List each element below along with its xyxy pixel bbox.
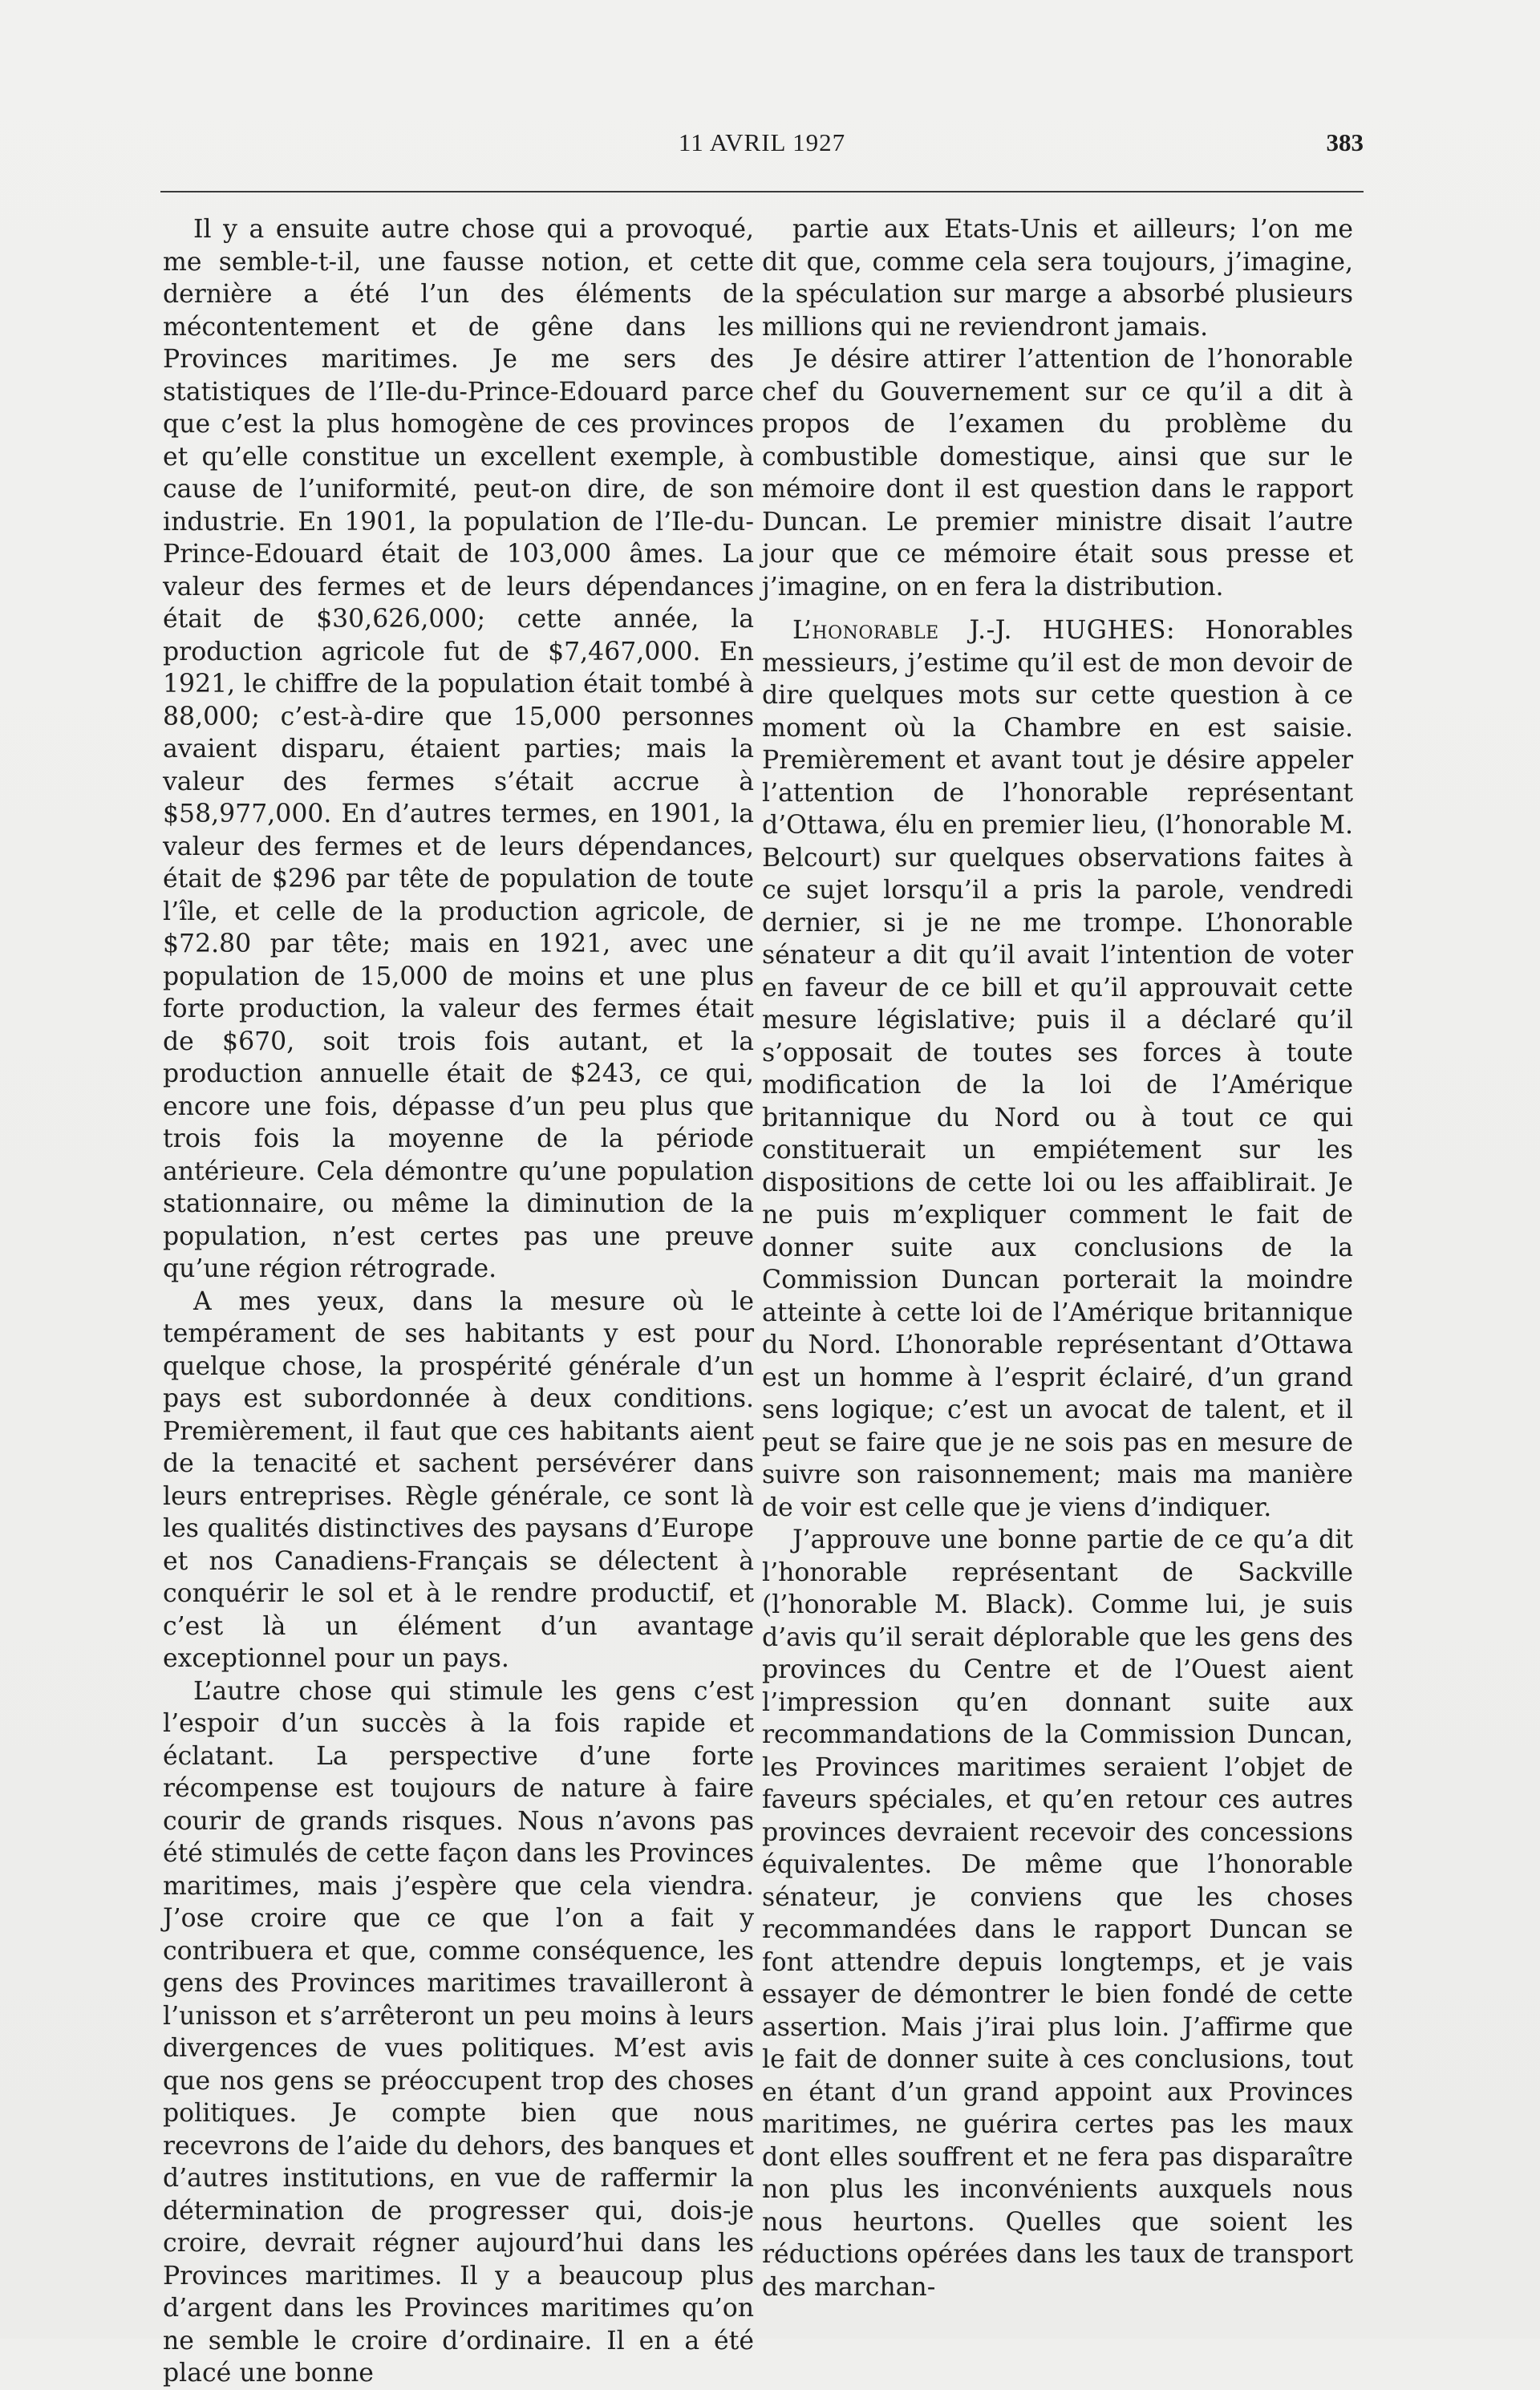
paragraph: A mes yeux, dans la mesure où le tempérament de ses habitants y est pour quelque chose, la prospérité générale d’un pays est subordonnée à deux conditions. Premièrement, il faut que ces habitants aient de la tenacité et sachent persévérer dans leurs entreprises. Règle générale, ce sont là les qualités distinctives des paysans d’Europe et nos Canadiens-Français se délectent à conquérir le sol et à le rendre productif, et c’est là un élément d’un avantage exceptionnel pour un pays. [163, 1286, 754, 1673]
left-column [163, 213, 754, 2390]
paragraph: partie aux Etats-Unis et ailleurs; l’on me dit que, comme cela sera toujours, j’imagine, la spéculation sur marge a absorbé plusieurs millions qui ne reviendront jamais. [762, 215, 1353, 342]
paragraph: Il y a ensuite autre chose qui a provoqué, me semble-t-il, une fausse notion, et cette dernière a été l’un des éléments de mécontentement et de gêne dans les Provinces maritimes. Je me sers des statistiques de l’Ile-du-Prince-Edouard parce que c’est la plus homogène de ces provinces et qu’elle constitue un excellent exemple, à cause de l’uniformité, peut-on dire, de son industrie. En 1901, la population de l’Ile-du-Prince-Edouard était de 103,000 âmes. La valeur des fermes et de leurs dépendances était de $30,626,000; cette année, la production agricole fut de $7,467,000. En 1921, le chiffre de la population était tombé à 88,000; c’est-à-dire que 15,000 personnes avaient disparu, étaient parties; mais la valeur des fermes s’était accrue à $58,977,000. En d’autres termes, en 1901, la valeur des fermes et de leurs dépendances, était de $296 par tête de population de toute l’île, et celle de la production agricole, de $72.80 par tête; mais en 1921, avec une population de 15,000 de moins et une plus forte production, la valeur des fermes était de $670, soit trois fois autant, et la production annuelle était de $243, ce qui, encore une fois, dépasse d’un peu plus que trois fois la moyenne de la période antérieure. Cela démontre qu’une population stationnaire, ou même la diminution de la population, n’est certes pas une preuve qu’une région rétrograde. [163, 215, 754, 1283]
running-header [160, 128, 1364, 176]
right-column [762, 213, 1353, 2303]
speech-text: Honorables messieurs, j’estime qu’il est de mon devoir de dire quelques mots sur cette question à ce moment où la Chambre en est saisie. Premièrement et avant tout je désire appeler l’attention de l’honorable représentant d’Ottawa, élu en premier lieu, (l’honorable M. Belcourt) sur quelques observations faites à ce sujet lorsqu’il a pris la parole, vendredi dernier, si je ne me trompe. L’honorable sénateur a dit qu’il avait l’intention de voter en faveur de ce bill et qu’il approuvait cette mesure législative; puis il a déclaré qu’il s’opposait de toutes ses forces à toute modification de la loi de l’Amérique britannique du Nord ou à tout ce qui constituerait un empiétement sur les dispositions de cette loi ou les affaiblirait. Je ne puis m’expliquer comment le fait de donner suite aux conclusions de la Commission Duncan porterait la moindre atteinte à cette loi de l’Amérique britannique du Nord. L’honorable représentant d’Ottawa est un homme à l’esprit éclairé, d’un grand sens logique; c’est un avocat de talent, et il peut se faire que je ne sois pas en mesure de suivre son raisonnement; mais ma manière de voir est celle que je viens d’indiquer. [762, 616, 1353, 1522]
paragraph: L’autre chose qui stimule les gens c’est l’espoir d’un succès à la fois rapide et éclatant. La perspective d’une forte récompense est toujours de nature à faire courir de grands risques. Nous n’avons pas été stimulés de cette façon dans les Provinces maritimes, mais j’espère que cela viendra. J’ose croire que ce que l’on a fait y contribuera et que, comme conséquence, les gens des Provinces maritimes travailleront à l’unisson et s’arrêteront un peu moins à leurs divergences de vues politiques. M’est avis que nos gens se préoccupent trop des choses politiques. Je compte bien que nous recevrons de l’aide du dehors, des banques et d’autres institutions, en vue de raffermir la détermination de progresser qui, dois-je croire, devrait régner aujourd’hui dans les Provinces maritimes. Il y a beaucoup plus d’argent dans les Provinces maritimes qu’on ne semble le croire d’ordinaire. Il en a été placé une bonne [163, 1676, 754, 2388]
speech-paragraph [762, 614, 1353, 1524]
paragraph: J’approuve une bonne partie de ce qu’a dit l’honorable représentant de Sackville (l’honorable M. Black). Comme lui, je suis d’avis qu’il serait déplorable que les gens des provinces du Centre et de l’Ouest aient l’impression qu’en donnant suite aux recommandations de la Commission Duncan, les Provinces maritimes seraient l’objet de faveurs spéciales, et qu’en retour ces autres provinces devraient recevoir des concessions équivalentes. De même que l’honorable sénateur, je conviens que les choses recommandées dans le rapport Duncan se font attendre depuis longtemps, et je vais essayer de démontrer le bien fondé de cette assertion. Mais j’irai plus loin. J’affirme que le fait de donner suite à ces conclusions, tout en étant d’un grand appoint aux Provinces maritimes, ne guérira certes pas les maux dont elles souffrent et ne fera pas disparaître non plus les inconvénients auxquels nous nous heurtons. Quelles que soient les réductions opérées dans les taux de transport des marchan- [762, 1525, 1353, 2302]
paragraph: Je désire attirer l’attention de l’honorable chef du Gouvernement sur ce qu’il a dit à propos de l’examen du problème du combustible domestique, ainsi que sur le mémoire dont il est question dans le rapport Duncan. Le premier ministre disait l’autre jour que ce mémoire était sous presse et j’imagine, on en fera la distribution. [762, 345, 1353, 602]
header-rule [160, 191, 1364, 192]
header-date: 11 AVRIL 1927 [678, 128, 846, 156]
speaker-name: L’honorable J.-J. HUGHES: [792, 616, 1176, 645]
page-number: 383 [1326, 128, 1364, 156]
